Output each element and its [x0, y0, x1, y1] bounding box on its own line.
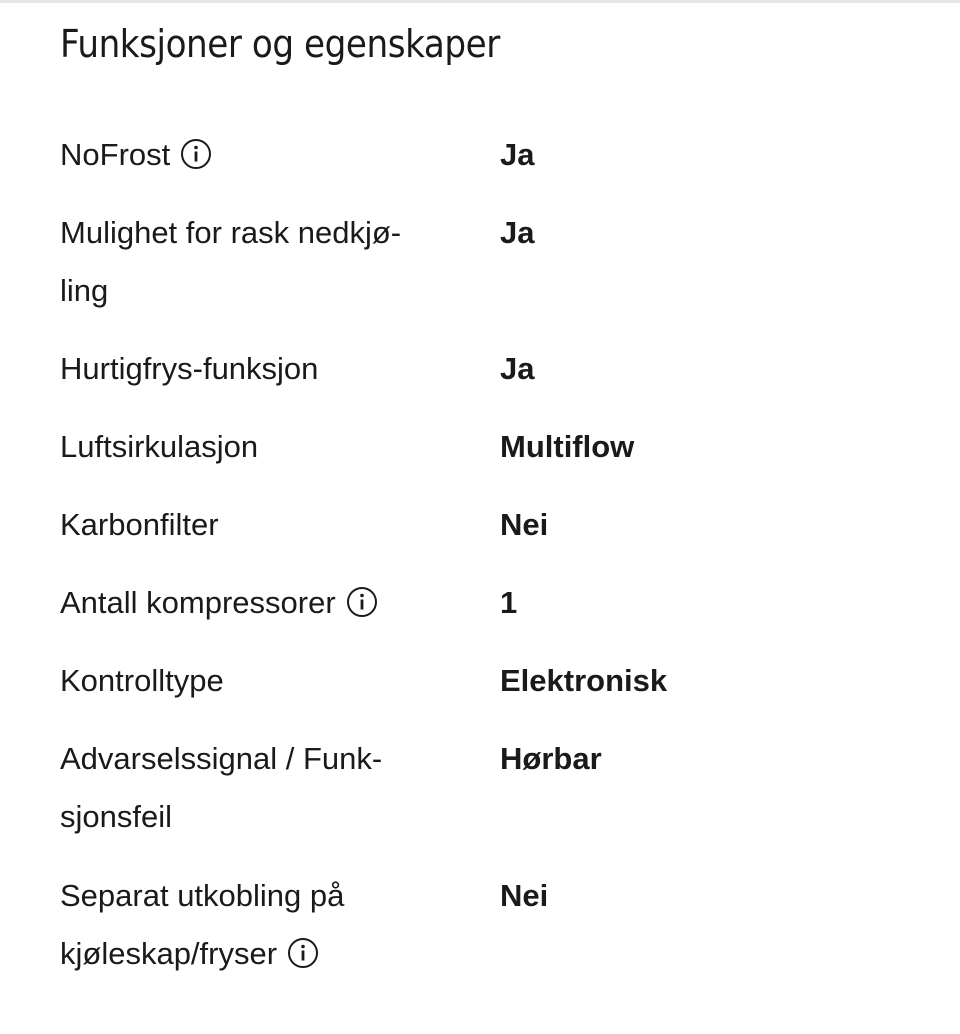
- spec-label: Karbonfilter: [60, 507, 219, 542]
- spec-label: Kontrolltype: [60, 663, 224, 698]
- spec-label: Separat utkobling på kjøleskap/fryser: [60, 878, 345, 971]
- spec-value: Multiflow: [500, 429, 635, 464]
- spec-label: NoFrost: [60, 126, 470, 184]
- spec-label: Mulighet for rask nedkjø- ling: [60, 215, 402, 308]
- info-circle-icon[interactable]: [287, 937, 319, 969]
- spec-value: Ja: [500, 351, 535, 386]
- spec-value: Elektronisk: [500, 663, 668, 698]
- spec-label: Advarselssignal / Funk- sjonsfeil: [60, 741, 383, 834]
- spec-value: Ja: [500, 137, 535, 172]
- info-circle-icon[interactable]: [180, 138, 212, 170]
- spec-value: Hørbar: [500, 741, 602, 776]
- spec-value: Ja: [500, 215, 535, 250]
- info-circle-icon[interactable]: [346, 586, 378, 618]
- spec-value: Nei: [500, 507, 549, 542]
- spec-value: Nei: [500, 878, 549, 913]
- spec-label: Hurtigfrys-funksjon: [60, 351, 319, 386]
- top-divider: [0, 0, 960, 3]
- section-title: Funksjoner og egenskaper: [60, 22, 500, 66]
- spec-value: 1: [500, 585, 518, 620]
- spec-label: Luftsirkulasjon: [60, 429, 259, 464]
- spec-label: Antall kompressorer: [60, 574, 470, 632]
